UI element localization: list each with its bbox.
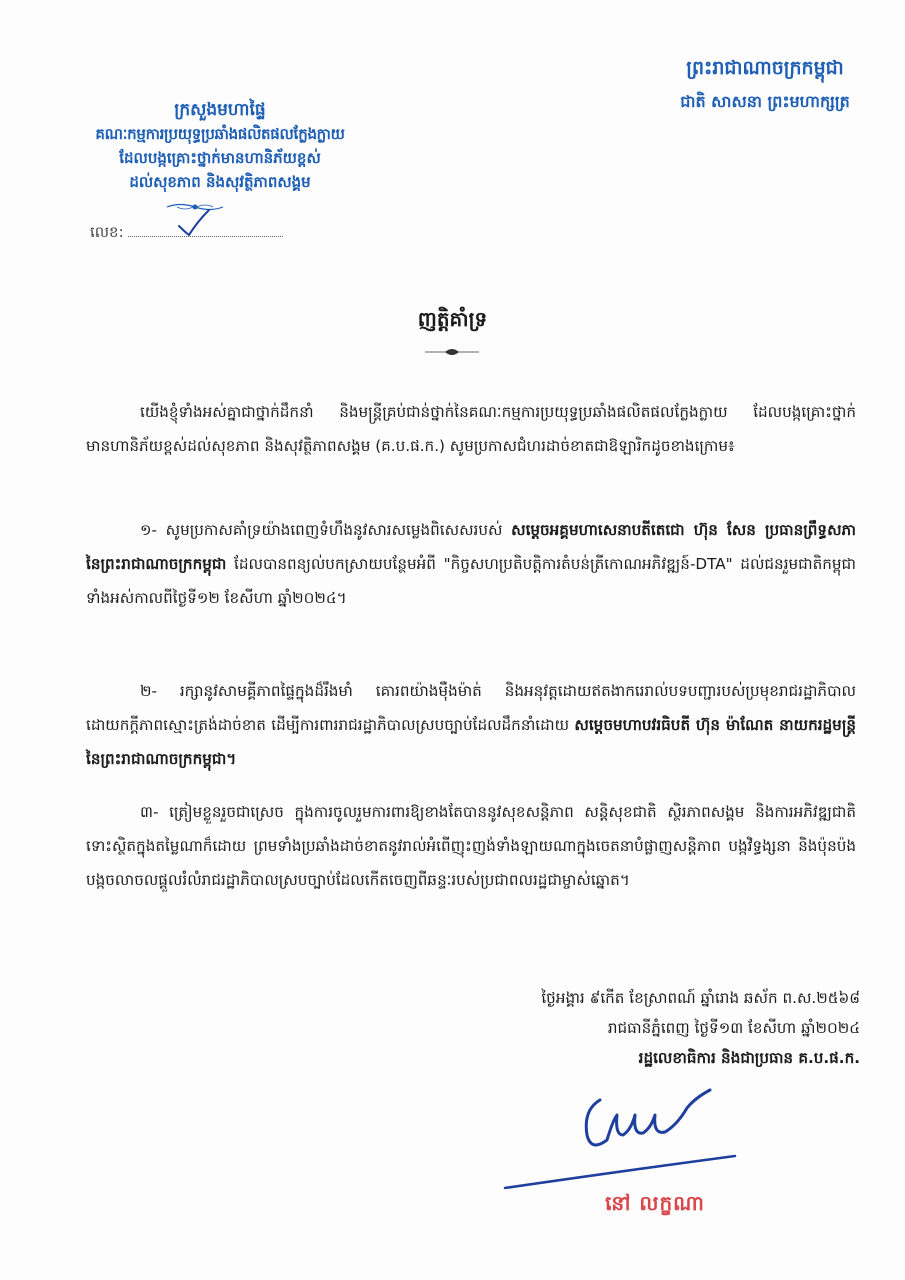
committee-name-line2: ដែលបង្កគ្រោះថ្នាក់មានហានិភ័យខ្ពស់: [119, 149, 321, 167]
committee-name-line3: ដល់សុខភាព និងសុវត្ថិភាពសង្គម: [129, 173, 311, 191]
kingdom-name: ព្រះរាជាណាចក្រកម្ពុជា: [686, 57, 844, 79]
document-title: ញត្តិគាំទ្រ: [417, 307, 488, 331]
place-and-date: រាជធានីភ្នំពេញ ថ្ងៃទី១៣ ខែសីហា ឆ្នាំ២០២៤: [607, 1019, 860, 1037]
checkmark-icon: [175, 208, 211, 238]
point-one-bold-name: សម្តេចអគ្គមហាសេនាបតីតេជោ ហ៊ុន សែន ប្រធានព្រឹទ្ធសភា នៃព្រះរាជាណាចក្រកម្ពុជា: [86, 521, 856, 573]
handwritten-signature-icon: [495, 1080, 745, 1200]
intro-paragraph: [86, 395, 856, 463]
lunar-date: ថ្ងៃអង្គារ ៩កើត ខែស្រាពណ៍ ឆ្នាំរោង ឆស័ក ព.ស.២៥៦៨: [541, 989, 860, 1007]
kingdom-header: [640, 54, 890, 116]
committee-name-line1: គណៈកម្មការប្រយុទ្ធប្រឆាំងផលិតផលក្លែងក្លាយ: [95, 125, 345, 143]
point-two-text: ២- រក្សានូវសាមគ្គីភាពផ្ទៃក្នុងដ៏រឹងមាំ គោរពយ៉ាងម៉ឺងម៉ាត់ និងអនុវត្តដោយឥតងាករេរាល់បទបញ្ជារបស់ប្រមុខរាជរដ្ឋាភិបាល ដោយកក្តីភាពស្មោះត្រង់ដាច់ខាត ដើម្បីការពាររាជរដ្ឋាភិបាលស្របច្បាប់ដែលដឹកនាំដោយ: [86, 682, 856, 734]
ministry-name: ក្រសួងមហាផ្ទៃ: [174, 100, 266, 120]
point-three-text: ៣- ត្រៀមខ្លួនរួចជាស្រេច ក្នុងការចូលរួមការពារឱ្យខាងតែបាននូវសុខសន្តិភាព សន្តិសុខជាតិ ស្ថិរភាពសង្គម និងការអភិវឌ្ឍជាតិ ទោះស្ថិតក្នុងតម្លៃណាក៏ដោយ ព្រមទាំងប្រឆាំងដាច់ខាតនូវរាល់អំពើញុះញង់ទាំងឡាយណាក្នុងចេតនាបំផ្លាញសន្តិភាព បង្កវិទ្ធង្សនា និងប៉ុនប៉ងបង្កចលាចលផ្តួលរំលំរាជរដ្ឋាភិបាលស្របច្បាប់ដែលកើតចេញពីឆន្ទៈរបស់ប្រជាពលរដ្ឋជាម្ចាស់ឆ្នោត។: [86, 803, 856, 889]
point-one-text-b: ដែលបានពន្យល់បកស្រាយបន្ថែមអំពី "កិច្ចសហប្រតិបត្តិការតំបន់ត្រីកោណអភិវឌ្ឍន៍-DTA" ដល់ជនរួមជាតិកម្ពុជាទាំងអស់កាលពីថ្ងៃទី១២ ខែសីហា ឆ្នាំ២០២៤។: [86, 555, 856, 607]
point-one-text-a: ១- សូមប្រកាសគាំទ្រយ៉ាងពេញទំហឹងនូវសារសម្លេងពិសេសរបស់: [140, 521, 512, 539]
point-three-paragraph: [86, 795, 856, 897]
signer-role: រដ្ឋលេខាធិការ និងជាប្រធាន គ.ប.ផ.ក.: [638, 1049, 860, 1067]
national-motto: ជាតិ សាសនា ព្រះមហាក្សត្រ: [680, 92, 850, 111]
point-two-paragraph: [86, 674, 856, 776]
intro-text: យើងខ្ញុំទាំងអស់គ្នាជាថ្នាក់ដឹកនាំ និងមន្ត្រីគ្រប់ជាន់ថ្នាក់នៃគណៈកម្មការប្រយុទ្ធប្រឆាំងផលិតផលក្លែងក្លាយ ដែលបង្កគ្រោះថ្នាក់មានហានិភ័យខ្ពស់ដល់សុខភាព និងសុវត្ថិភាពសង្គម (គ.ប.ផ.ក.) សូមប្រកាសជំហរដាច់ខាតជាឱឡារិកដូចខាងក្រោម៖: [86, 403, 856, 455]
signer-name: នៅ លក្ខណា: [605, 1191, 705, 1215]
title-ornament-icon: [423, 346, 481, 358]
ministry-header: [60, 98, 380, 194]
point-one-paragraph: [86, 513, 856, 615]
point-two-bold-name: សម្តេចមហាបវរធិបតី ហ៊ុន ម៉ាណែត នាយករដ្ឋមន្ត្រីនៃព្រះរាជាណាចក្រកម្ពុជា។: [86, 716, 856, 768]
reference-label: លេខ:: [90, 223, 124, 241]
